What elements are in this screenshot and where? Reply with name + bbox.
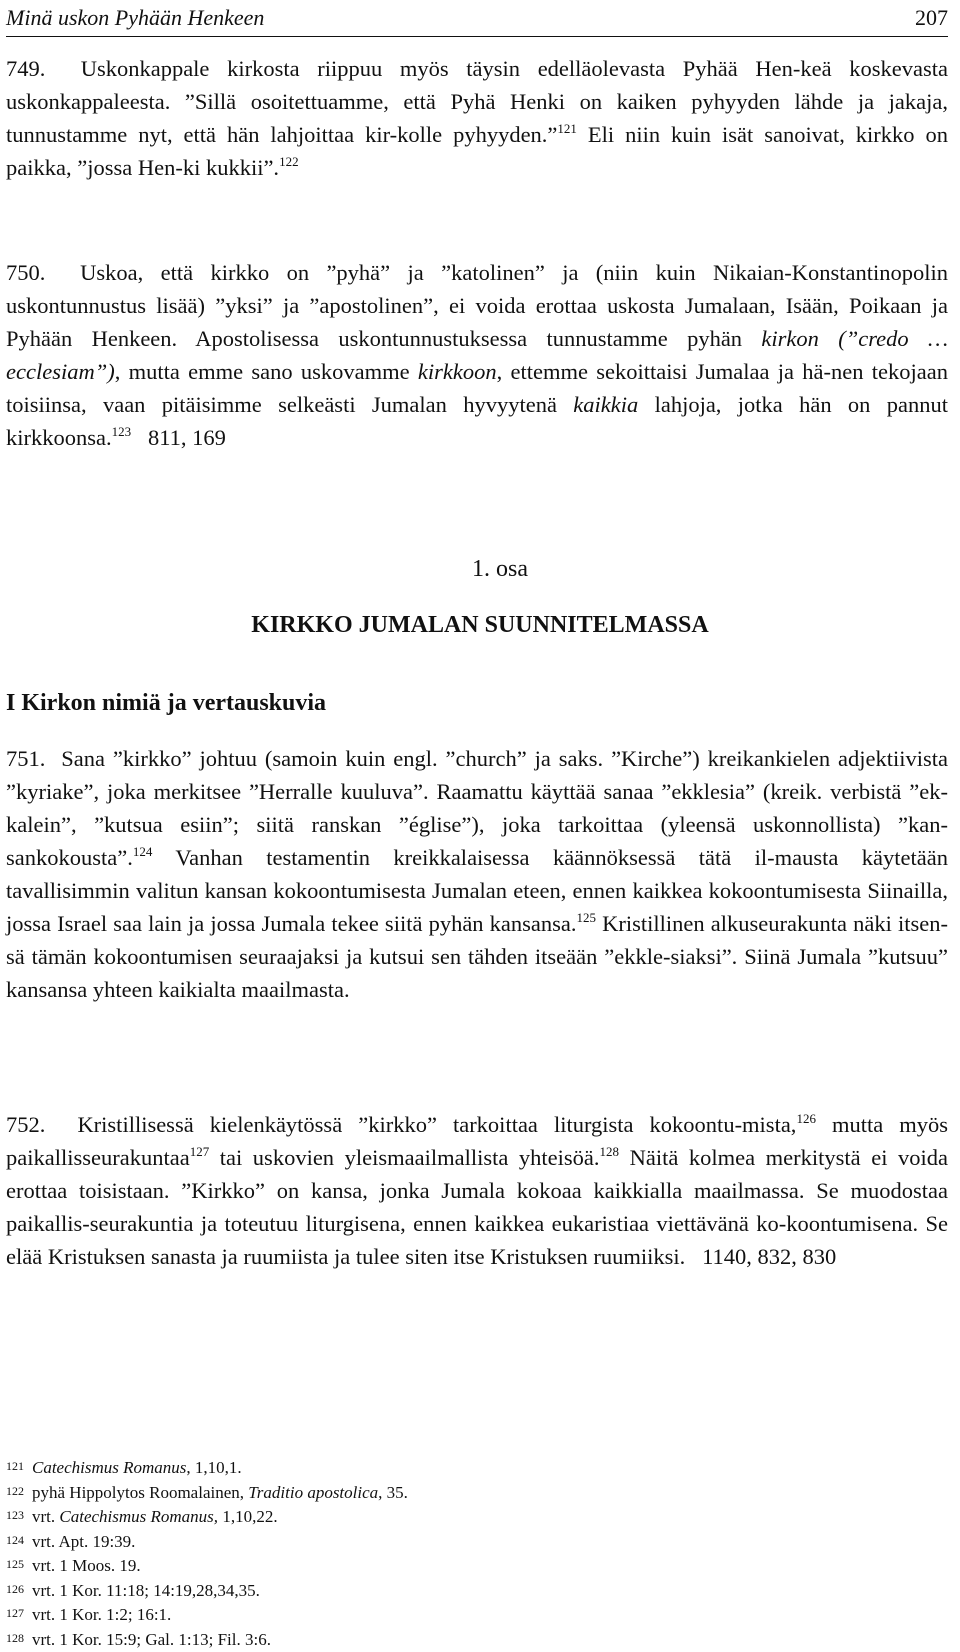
footnote xyxy=(6,1628,906,1652)
footnote-text: vrt. xyxy=(32,1507,59,1526)
italic-text: kirkkoon xyxy=(418,359,497,384)
footnote-text: vrt. Apt. 19:39. xyxy=(32,1532,135,1551)
paragraph-text: Eli niin kuin isät sanoivat, kirkko on paikka, ”jossa Hen-ki kukkii”. xyxy=(6,122,948,180)
section-title: I Kirkon nimiä ja vertauskuvia xyxy=(6,690,326,717)
running-header xyxy=(6,0,948,37)
italic-text: kirkon (”credo … ecclesiam”) xyxy=(6,326,948,384)
italic-text: kaikkia xyxy=(573,392,638,417)
paragraph-text: mutta myös paikallisseurakuntaa xyxy=(6,1112,948,1170)
paragraph-text: Näitä kolmea merkitystä ei voida erottaa toisistaan. ”Kirkko” on kansa, jonka Jumala kokoaa kaikkialla maailmassa. Se muodostaa paikallis-seurakuntia ja toteutuu liturgisena, ennen kaikkea eukaristiaa viettävänä ko-koontumisena. Se elää Kristuksen sanasta ja ruumiista ja tulee siten itse Kristuksen ruumiiksi. xyxy=(6,1145,948,1269)
footnote-italic: Traditio apostolica xyxy=(248,1483,378,1502)
paragraph-751 xyxy=(6,742,948,1006)
footnote-number: 121 xyxy=(6,1454,32,1479)
footnote-text: vrt. 1 Moos. 19. xyxy=(32,1556,141,1575)
part-label: 1. osa xyxy=(0,556,960,583)
footnote-ref: 128 xyxy=(600,1144,620,1159)
footnote-italic: Catechismus Romanus, xyxy=(59,1507,218,1526)
footnote-number: 126 xyxy=(6,1577,32,1602)
footnote xyxy=(6,1530,906,1555)
paragraph-750 xyxy=(6,256,948,454)
paragraph-text: tai uskovien yleismaailmallista yhteisöä. xyxy=(209,1145,599,1170)
footnote-ref: 121 xyxy=(557,121,577,136)
footnote-ref: 122 xyxy=(279,154,299,169)
footnote-text: vrt. 1 Kor. 15:9; Gal. 1:13; Fil. 3:6. xyxy=(32,1630,271,1649)
paragraph-text: Kristillisessä kielenkäytössä ”kirkko” tarkoittaa liturgista kokoontu-mista, xyxy=(77,1112,796,1137)
footnote xyxy=(6,1603,906,1628)
part-title: KIRKKO JUMALAN SUUNNITELMASSA xyxy=(0,612,960,639)
footnote-text: , 1,10,1. xyxy=(186,1458,241,1477)
paragraph-749 xyxy=(6,52,948,184)
footnote-text: vrt. 1 Kor. 1:2; 16:1. xyxy=(32,1605,171,1624)
paragraph-text: lahjoja, jotka hän on pannut kirkkoonsa. xyxy=(6,392,948,450)
footnote-ref: 127 xyxy=(190,1144,210,1159)
footnote xyxy=(6,1481,906,1506)
paragraph-text: Uskonkappale kirkosta riippuu myös täysin edelläolevasta Pyhää Hen-keä koskevasta uskonkappaleesta. ”Sillä osoitettuamme, että Pyhä Henki on kaiken pyhyyden lähde ja jakaja, tunnustamme nyt, että hän lahjoittaa kir-kolle pyhyyden.” xyxy=(6,56,948,147)
footnote xyxy=(6,1505,906,1530)
page-number: 207 xyxy=(915,5,948,31)
paragraph-text: Kristillinen alkuseurakunta näki itsen-sä tämän kokoontumisen seuraajaksi ja kutsui sen tähden itseään ”ekkle-siaksi”. Siinä Jumala ”kutsuu” kansansa yhteen kaikialta maailmasta. xyxy=(6,911,948,1002)
footnote-number: 125 xyxy=(6,1552,32,1577)
footnote-number: 128 xyxy=(6,1626,32,1651)
footnote-text: pyhä Hippolytos Roomalainen, xyxy=(32,1483,248,1502)
paragraph-text: , mutta emme sano uskovamme xyxy=(115,359,418,384)
paragraph-text: Uskoa, että kirkko on ”pyhä” ja ”katolinen” ja (niin kuin Nikaian-Konstantinopolin uskontunnustus lisää) ”yksi” ja ”apostolinen”, ei voida erottaa uskosta Jumalaan, Isään, Poikaan ja Pyhään Henkeen. Apostolisessa uskontunnustuksessa tunnustamme pyhän xyxy=(6,260,948,351)
paragraph-text: Sana ”kirkko” johtuu (samoin kuin engl. ”church” ja saks. ”Kirche”) kreikankielen adjektiivista ”kyriake”, joka merkitsee ”Herralle kuuluva”. Raamattu käyttää sanaa ”ekklesia” (kreik. verbistä ”ek-kalein”, ”kutsua esiin”; siitä ranskan ”église”), joka tarkoittaa (yleensä uskonnollista) ”kan-sankokousta”. xyxy=(6,746,948,870)
footnote-text: , 35. xyxy=(378,1483,408,1502)
footnotes xyxy=(6,1456,906,1652)
paragraph-number: 751. xyxy=(6,746,45,771)
footnote xyxy=(6,1456,906,1481)
running-title: Minä uskon Pyhään Henkeen xyxy=(6,5,264,31)
footnote-ref: 125 xyxy=(577,910,597,925)
paragraph-text: Vanhan testamentin kreikkalaisessa käännöksessä tätä il-mausta käytetään tavallisimmin valitun kansan kokoontumisesta Jumalan eteen, ennen kaikkea kokoontumisesta Siinailla, jossa Israel saa lain ja jossa Jumala tekee siitä pyhän kansansa. xyxy=(6,845,948,936)
margin-reference: 1140, 832, 830 xyxy=(702,1244,836,1269)
footnote xyxy=(6,1554,906,1579)
footnote-number: 124 xyxy=(6,1528,32,1553)
footnote-text: 1,10,22. xyxy=(218,1507,278,1526)
paragraph-number: 752. xyxy=(6,1112,45,1137)
paragraph-text: , ettemme sekoittaisi Jumalaa ja hä-nen tekojaan toisiinsa, vaan pitäisimme selkeästi Jumalan hyvyytenä xyxy=(6,359,948,417)
footnote-number: 122 xyxy=(6,1479,32,1504)
footnote-ref: 123 xyxy=(112,424,132,439)
paragraph-number: 749. xyxy=(6,56,45,81)
footnote xyxy=(6,1579,906,1604)
paragraph-number: 750. xyxy=(6,260,45,285)
footnote-text: vrt. 1 Kor. 11:18; 14:19,28,34,35. xyxy=(32,1581,260,1600)
footnote-number: 127 xyxy=(6,1601,32,1626)
footnote-italic: Catechismus Romanus xyxy=(32,1458,186,1477)
footnote-number: 123 xyxy=(6,1503,32,1528)
footnote-ref: 124 xyxy=(133,844,153,859)
margin-reference: 811, 169 xyxy=(148,425,226,450)
paragraph-752 xyxy=(6,1108,948,1273)
footnote-ref: 126 xyxy=(796,1111,816,1126)
